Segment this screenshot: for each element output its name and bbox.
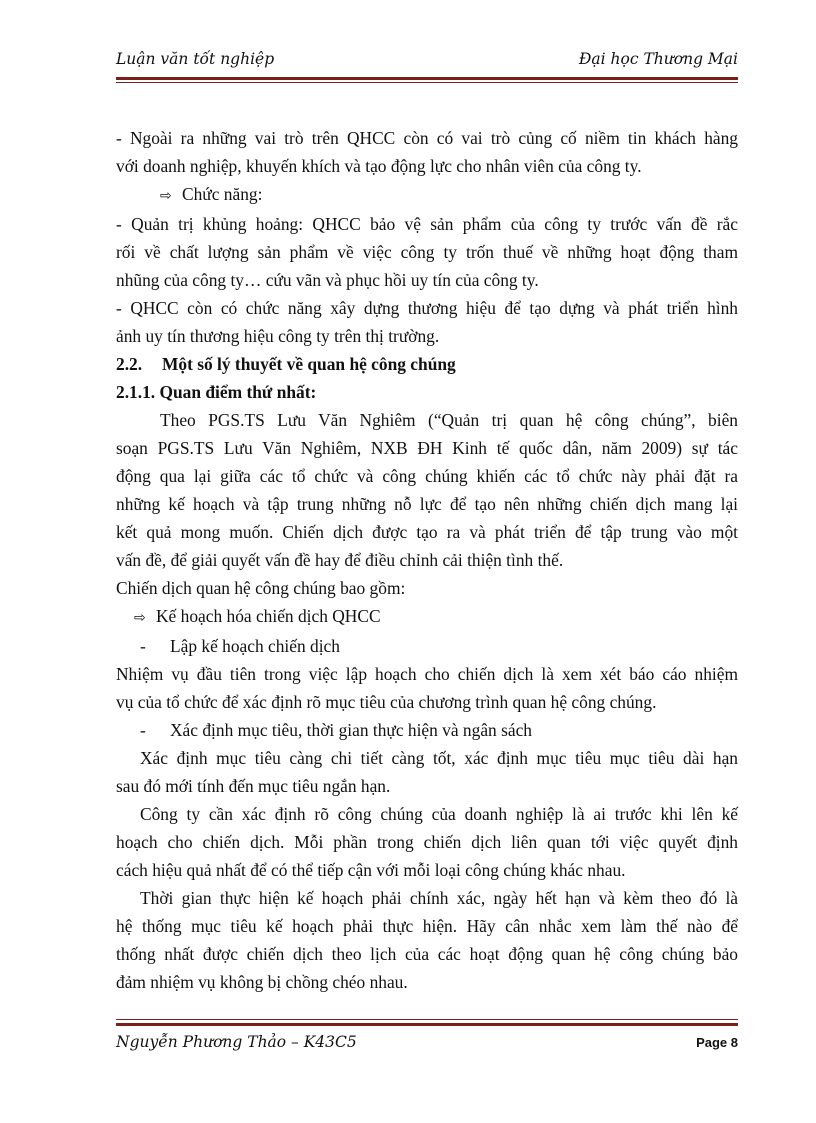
text-line: đảm nhiệm vụ không bị chồng chéo nhau. bbox=[116, 972, 408, 992]
text-line: kết quả mong muốn. Chiến dịch được tạo ra và phát triển để tập trung vào một bbox=[116, 522, 738, 542]
subsection-heading: 2.1.1. Quan điểm thứ nhất: bbox=[116, 382, 317, 402]
text-line: thống nhất được chiến dịch theo lịch của các hoạt động quan hệ công chúng bảo bbox=[116, 944, 738, 964]
page-footer bbox=[116, 1033, 738, 1057]
dash-text: Xác định mục tiêu, thời gian thực hiện và ngân sách bbox=[170, 720, 532, 740]
text-line: cách hiệu quả nhất để có thể tiếp cận với mỗi loại công chúng khác nhau. bbox=[116, 860, 626, 880]
text-line: sau đó mới tính đến mục tiêu ngắn hạn. bbox=[116, 776, 391, 796]
text-line: động qua lại giữa các tổ chức và công chúng khiến các tổ chức này phải đặt ra bbox=[116, 466, 738, 486]
section-title: Một số lý thuyết về quan hệ công chúng bbox=[162, 354, 456, 374]
text-line: - QHCC còn có chức năng xây dựng thương hiệu để tạo dựng và phát triển hình bbox=[116, 298, 738, 318]
page-number: Page 8 bbox=[696, 1035, 738, 1050]
dash-marker: - bbox=[140, 720, 146, 740]
text-line: vấn đề, để giải quyết vấn đề hay để điều chỉnh cải thiện tình thế. bbox=[116, 550, 564, 570]
page-header bbox=[116, 48, 738, 72]
text-line: soạn PGS.TS Lưu Văn Nghiêm, NXB ĐH Kinh tế quốc dân, năm 2009) sự tác bbox=[116, 438, 738, 458]
bullet-item bbox=[134, 602, 738, 632]
bullet-text: Kế hoạch hóa chiến dịch QHCC bbox=[156, 606, 381, 626]
text-line: những kế hoạch và tập trung những nỗ lực để tạo nên những chiến dịch mang lại bbox=[116, 494, 738, 514]
header-rule-thin bbox=[116, 82, 738, 83]
text-line: - Quản trị khủng hoảng: QHCC bảo vệ sản phẩm của công ty trước vấn đề rắc bbox=[116, 214, 738, 234]
text-line: Xác định mục tiêu càng chi tiết càng tốt, xác định mục tiêu mục tiêu dài hạn bbox=[140, 748, 738, 768]
arrow-outline-icon: ⇨ bbox=[134, 610, 146, 626]
dash-item bbox=[140, 716, 738, 744]
dash-item bbox=[140, 632, 738, 660]
text-line: Nhiệm vụ đầu tiên trong việc lập hoạch cho chiến dịch là xem xét báo cáo nhiệm bbox=[116, 664, 738, 684]
section-number: 2.2. bbox=[116, 354, 143, 374]
function-heading bbox=[160, 180, 738, 210]
header-right-title: Đại học Thương Mại bbox=[578, 50, 738, 68]
arrow-outline-icon: ⇨ bbox=[160, 188, 172, 204]
dash-marker: - bbox=[140, 636, 146, 656]
page-body bbox=[116, 124, 738, 996]
text-line: Công ty cần xác định rõ công chúng của doanh nghiệp là ai trước khi lên kế bbox=[140, 804, 738, 824]
text-line: nhũng của công ty… cứu vãn và phục hồi uy tín của công ty. bbox=[116, 270, 539, 290]
function-label: Chức năng: bbox=[182, 184, 263, 204]
text-line: rối về chất lượng sản phẩm về việc công ty trốn thuế về những hoạt động tham bbox=[116, 242, 738, 262]
header-left-title: Luận văn tốt nghiệp bbox=[116, 50, 275, 68]
text-line: hệ thống mục tiêu kế hoạch phải thực hiện. Hãy cân nhắc xem làm thế nào để bbox=[116, 916, 738, 936]
footer-author: Nguyễn Phương Thảo – K43C5 bbox=[116, 1033, 357, 1051]
text-line: vụ của tổ chức để xác định rõ mục tiêu của chương trình quan hệ công chúng. bbox=[116, 692, 657, 712]
section-heading bbox=[116, 350, 738, 378]
text-line: - Ngoài ra những vai trò trên QHCC còn có vai trò củng cố niềm tin khách hàng bbox=[116, 128, 738, 148]
text-line: với doanh nghiệp, khuyến khích và tạo động lực cho nhân viên của công ty. bbox=[116, 156, 642, 176]
text-line: Thời gian thực hiện kế hoạch phải chính xác, ngày hết hạn và kèm theo đó là bbox=[140, 888, 738, 908]
text-line: ảnh uy tín thương hiệu công ty trên thị trường. bbox=[116, 326, 440, 346]
text-line: hoạch cho chiến dịch. Mỗi phần trong chiến dịch liên quan tới việc quyết định bbox=[116, 832, 738, 852]
dash-text: Lập kế hoạch chiến dịch bbox=[170, 636, 340, 656]
text-line: Chiến dịch quan hệ công chúng bao gồm: bbox=[116, 578, 406, 598]
footer-rule-thin bbox=[116, 1019, 738, 1020]
header-rule-thick bbox=[116, 77, 738, 80]
footer-rule-thick bbox=[116, 1023, 738, 1026]
text-line: Theo PGS.TS Lưu Văn Nghiêm (“Quản trị quan hệ công chúng”, biên bbox=[160, 410, 738, 430]
